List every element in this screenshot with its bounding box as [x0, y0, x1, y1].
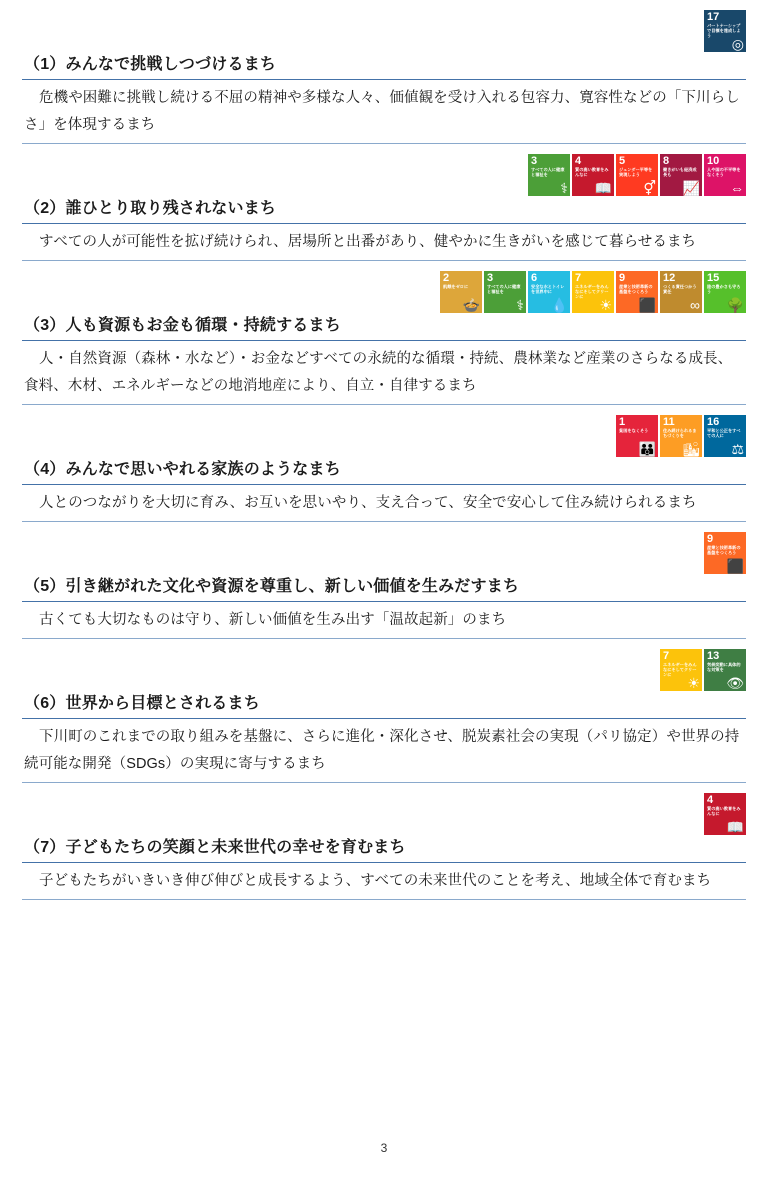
sdg-badge-row — [22, 532, 746, 574]
sdg-badge-glyph-icon: 👁 — [726, 675, 744, 691]
section-inner — [22, 415, 746, 522]
section-body-text: すべての人が可能性を拡げ続けられ、居場所と出番があり、健やかに生きがいを感じて暮らせるまち — [39, 234, 697, 250]
sdg-badge-label: 質の高い教育をみんなに — [707, 806, 741, 816]
section-heading: （1）みんなで挑戦しつづけるまち — [24, 56, 277, 73]
sdg-badge-glyph-icon: ⚕ — [560, 180, 568, 196]
vision-section — [22, 532, 746, 639]
sdg-badge-glyph-icon: ⬛ — [638, 297, 656, 313]
section-body-text: 危機や困難に挑戦し続ける不屈の精神や多様な人々、価値観を受け入れる包容力、寛容性などの「下川らしさ」を体現するまち — [24, 90, 740, 133]
vision-section — [22, 154, 746, 261]
sdg-badge-glyph-icon: 🏙 — [682, 441, 700, 457]
section-heading: （4）みんなで思いやれる家族のようなまち — [24, 461, 341, 478]
sdg-badge-icon — [660, 649, 702, 691]
sdg-badge-number: 17 — [707, 11, 720, 23]
sdg-badge-number: 7 — [575, 272, 582, 284]
sdg-badge-label: 貧困をなくそう — [619, 428, 649, 433]
sdg-badge-icon — [440, 271, 482, 313]
sdg-badge-glyph-icon: ☀ — [599, 297, 612, 313]
section-heading: （2）誰ひとり取り残されないまち — [24, 200, 277, 217]
sections-container — [22, 10, 746, 900]
sdg-badge-label: エネルギーをみんなにそしてクリーンに — [575, 284, 609, 299]
body-divider — [22, 404, 746, 405]
sdg-badge-number: 1 — [619, 416, 626, 428]
section-inner — [22, 532, 746, 639]
sdg-badge-number: 2 — [443, 272, 450, 284]
sdg-badge-number: 9 — [707, 533, 714, 545]
sdg-badge-label: 人や国の不平等をなくそう — [707, 167, 741, 177]
sdg-badge-glyph-icon: 📖 — [594, 180, 612, 196]
sdg-badge-glyph-icon: 📈 — [682, 180, 700, 196]
sdg-badge-number: 4 — [707, 794, 714, 806]
sdg-badge-icon — [704, 649, 746, 691]
page-number: 3 — [380, 1141, 388, 1155]
sdg-badge-number: 12 — [663, 272, 676, 284]
sdg-badge-row — [22, 271, 746, 313]
vision-section — [22, 793, 746, 900]
vision-section — [22, 10, 746, 144]
vision-section — [22, 649, 746, 783]
sdg-badge-row — [22, 154, 746, 196]
section-inner — [22, 649, 746, 783]
sdg-badge-icon — [616, 154, 658, 196]
sdg-badge-number: 6 — [531, 272, 538, 284]
sdg-badge-number: 16 — [707, 416, 720, 428]
sdg-badge-glyph-icon: 💧 — [550, 297, 568, 313]
sdg-badge-label: つくる責任つかう責任 — [663, 284, 697, 294]
sdg-badge-number: 13 — [707, 650, 720, 662]
sdg-badge-glyph-icon: ⬛ — [726, 558, 744, 574]
section-inner — [22, 271, 746, 405]
sdg-badge-glyph-icon: 🌳 — [726, 297, 744, 313]
sdg-badge-row — [22, 793, 746, 835]
section-body-text: 人・自然資源（森林・水など）・お金などすべての永続的な循環・持続、農林業など産業のさらなる成長、食料、木材、エネルギーなどの地消地産により、自立・自律するまち — [24, 351, 733, 394]
sdg-badge-icon — [704, 154, 746, 196]
sdg-badge-label: 産業と技術革新の基盤をつくろう — [619, 284, 653, 294]
sdg-badge-number: 7 — [663, 650, 670, 662]
sdg-badge-glyph-icon: ☀ — [687, 675, 700, 691]
sdg-badge-row — [22, 649, 746, 691]
section-body-text: 古くても大切なものは守り、新しい価値を生み出す「温故起新」のまち — [39, 612, 507, 628]
sdg-badge-label: 飢餓をゼロに — [443, 284, 469, 289]
section-heading: （7）子どもたちの笑顔と未来世代の幸せを育むまち — [24, 839, 406, 856]
section-body-text: 人とのつながりを大切に育み、お互いを思いやり、支え合って、安全で安心して住み続けられるまち — [39, 495, 697, 511]
sdg-badge-icon — [704, 415, 746, 457]
sdg-badge-icon — [616, 415, 658, 457]
section-body-text: 子どもたちがいきいき伸び伸びと成長するよう、すべての未来世代のことを考え、地域全体で育むまち — [39, 873, 712, 889]
section-inner — [22, 154, 746, 261]
vision-section — [22, 271, 746, 405]
sdg-badge-number: 11 — [663, 416, 675, 428]
sdg-badge-icon — [660, 415, 702, 457]
sdg-badge-label: 安全な水とトイレを世界中に — [531, 284, 565, 294]
heading-divider — [22, 79, 746, 80]
heading-divider — [22, 718, 746, 719]
heading-divider — [22, 862, 746, 863]
body-divider — [22, 638, 746, 639]
section-inner — [22, 793, 746, 900]
sdg-badge-number: 10 — [707, 155, 720, 167]
sdg-badge-glyph-icon: ◎ — [731, 36, 744, 52]
section-heading: （3）人も資源もお金も循環・持続するまち — [24, 317, 341, 334]
heading-divider — [22, 223, 746, 224]
sdg-badge-number: 9 — [619, 272, 626, 284]
sdg-badge-icon — [704, 532, 746, 574]
section-heading: （6）世界から目標とされるまち — [24, 695, 260, 712]
sdg-badge-number: 4 — [575, 155, 582, 167]
sdg-badge-number: 3 — [487, 272, 494, 284]
sdg-badge-icon — [704, 271, 746, 313]
sdg-badge-icon — [660, 154, 702, 196]
sdg-badge-label: すべての人に健康と福祉を — [531, 167, 565, 177]
sdg-badge-icon — [572, 154, 614, 196]
sdg-badge-label: 産業と技術革新の基盤をつくろう — [707, 545, 741, 555]
sdg-badge-icon — [704, 793, 746, 835]
sdg-badge-label: 働きがいも経済成長も — [663, 167, 697, 177]
sdg-badge-glyph-icon: ⚕ — [516, 297, 524, 313]
sdg-badge-label: パートナーシップで目標を達成しよう — [707, 23, 741, 38]
sdg-badge-icon — [704, 10, 746, 52]
sdg-badge-number: 8 — [663, 155, 670, 167]
sdg-badge-number: 5 — [619, 155, 626, 167]
sdg-badge-glyph-icon: 👪 — [638, 441, 656, 457]
sdg-badge-row — [22, 10, 746, 52]
heading-divider — [22, 484, 746, 485]
sdg-badge-icon — [616, 271, 658, 313]
sdg-badge-label: ジェンダー平等を実現しよう — [619, 167, 653, 177]
vision-section — [22, 415, 746, 522]
sdg-badge-label: すべての人に健康と福祉を — [487, 284, 521, 294]
sdg-badge-number: 15 — [707, 272, 720, 284]
sdg-badge-icon — [484, 271, 526, 313]
sdg-badge-label: 住み続けられるまちづくりを — [663, 428, 697, 438]
sdg-badge-label: 気候変動に具体的な対策を — [707, 662, 741, 672]
sdg-badge-glyph-icon: 🍲 — [462, 297, 480, 313]
body-divider — [22, 782, 746, 783]
sdg-badge-glyph-icon: 📖 — [726, 819, 744, 835]
sdg-badge-icon — [528, 154, 570, 196]
sdg-badge-glyph-icon: ⚖ — [731, 441, 744, 457]
heading-divider — [22, 340, 746, 341]
section-heading: （5）引き継がれた文化や資源を尊重し、新しい価値を生みだすまち — [24, 578, 520, 595]
sdg-badge-row — [22, 415, 746, 457]
section-inner — [22, 10, 746, 144]
body-divider — [22, 899, 746, 900]
sdg-badge-label: エネルギーをみんなにそしてクリーンに — [663, 662, 697, 677]
body-divider — [22, 521, 746, 522]
body-divider — [22, 260, 746, 261]
sdg-badge-label: 陸の豊かさも守ろう — [707, 284, 741, 294]
sdg-badge-icon — [528, 271, 570, 313]
body-divider — [22, 143, 746, 144]
sdg-badge-label: 平和と公正をすべての人に — [707, 428, 741, 438]
sdg-badge-glyph-icon: ∞ — [690, 297, 700, 313]
sdg-badge-label: 質の高い教育をみんなに — [575, 167, 609, 177]
sdg-badge-icon — [660, 271, 702, 313]
sdg-badge-icon — [572, 271, 614, 313]
sdg-badge-glyph-icon: ⇔ — [730, 180, 744, 196]
section-body-text: 下川町のこれまでの取り組みを基盤に、さらに進化・深化させ、脱炭素社会の実現（パリ協定）や世界の持続可能な開発（SDGs）の実現に寄与するまち — [24, 729, 740, 772]
sdg-badge-number: 3 — [531, 155, 538, 167]
sdg-badge-glyph-icon: ⚥ — [643, 180, 656, 196]
heading-divider — [22, 601, 746, 602]
